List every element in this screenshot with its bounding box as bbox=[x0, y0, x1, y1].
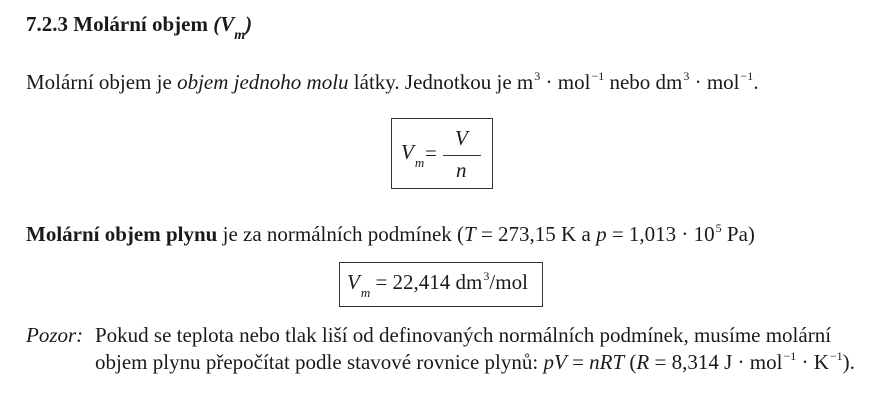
formula1-numerator: V bbox=[455, 126, 468, 150]
heading-symbol: $(V_m)$ bbox=[213, 12, 253, 43]
note-line-2: objem plynu přepočítat podle stavové rovnice plynů: pV = nRT (R = 8,314 $J \cdot mol^{-1} \cdot K^{-1}$). bbox=[95, 349, 855, 374]
gas-paragraph: Molární objem plynu je za normálních podmínek (T = 273,15 K a $p = 1,013 \cdot 10^5$ Pa) bbox=[26, 221, 755, 246]
formula1-lhs: $V_m$ bbox=[401, 140, 425, 170]
intro-emphasis: objem jednoho molu bbox=[177, 70, 349, 94]
intro-paragraph: Molární objem je objem jednoho molu látky. Jednotkou je $m^3 \cdot mol^{-1}$ nebo $dm^3 \cdot mol^{-1}$. bbox=[26, 69, 759, 94]
note-label: Pozor: bbox=[26, 323, 84, 347]
gas-bold-term: Molární objem plynu bbox=[26, 222, 218, 246]
note-line-1: Pokud se teplota nebo tlak liší od definovaných normálních podmínek, musíme molární bbox=[95, 323, 832, 347]
formula2: $V_m = 22,414$ $dm^3$/mol bbox=[347, 269, 528, 300]
formula1-denominator: n bbox=[456, 158, 467, 182]
fraction-bar bbox=[443, 155, 481, 156]
section-number: 7.2.3 bbox=[26, 12, 68, 36]
section-title: Molární objem bbox=[73, 12, 208, 36]
section-heading bbox=[26, 12, 253, 43]
formula1-equals: = bbox=[425, 141, 437, 165]
